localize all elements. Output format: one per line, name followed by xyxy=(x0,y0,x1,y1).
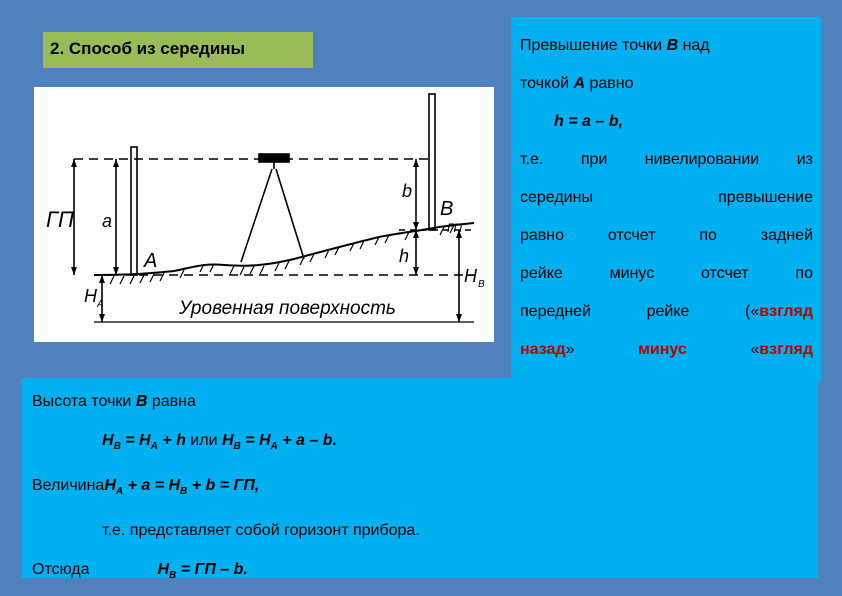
formula-line-3: ВеличинаH$_A$ + $a = H_B + b$ = ГП, xyxy=(32,477,260,498)
tripod-leg-left xyxy=(241,169,272,262)
explanation-line-3: т.е. при нивелировании из xyxy=(520,151,813,168)
height-difference-formula: h = a – b, xyxy=(554,113,623,130)
ha-label: H xyxy=(84,286,97,306)
b-label: b xyxy=(402,181,413,201)
point-b-label: B xyxy=(440,198,454,220)
slide-title xyxy=(43,32,313,68)
formula-line-5: Отсюда $H_B$ = ГП – b. xyxy=(32,561,248,582)
rear-staff xyxy=(131,147,137,275)
slide-title-text: 2. Способ из середины xyxy=(50,39,246,58)
formula-line-4: т.е. представляет собой горизонт прибора. xyxy=(102,522,420,540)
front-staff xyxy=(429,94,435,230)
h-label: h xyxy=(399,246,410,266)
leveling-diagram xyxy=(34,87,494,342)
explanation-line-1: Превышение точки B над xyxy=(520,37,710,54)
height-formula-panel xyxy=(22,378,818,582)
explanation-line-4: середины превышение xyxy=(520,189,813,206)
tripod-leg-right xyxy=(276,169,304,259)
ha-sub-label: A xyxy=(97,299,104,310)
hb-label: H xyxy=(464,266,477,286)
gp-right-label: ГП xyxy=(447,221,463,235)
hb-sub-label: B xyxy=(478,279,485,290)
formula-line-2: $H_B = H_A + h$ или $H_B = H_A + a - b$. xyxy=(102,432,337,453)
explanation-line-6: рейке минус отсчет по xyxy=(520,265,813,282)
leveling-diagram-svg xyxy=(34,87,494,342)
explanation-line-5: равно отсчет по задней xyxy=(520,227,813,244)
explanation-line-7: передней рейке («взгляд xyxy=(520,303,813,320)
gp-label: ГП xyxy=(46,207,74,232)
explanation-panel xyxy=(511,17,821,382)
a-label: a xyxy=(102,211,113,231)
surface-caption: Уровенная поверхность xyxy=(179,298,396,319)
formula-line-1: Высота точки B равна xyxy=(32,393,196,410)
explanation-line-2: точкой A равно xyxy=(520,75,634,92)
level-instrument xyxy=(259,154,289,162)
point-a-label: A xyxy=(144,250,158,272)
explanation-line-8: назад» минус «взгляд xyxy=(520,341,814,358)
